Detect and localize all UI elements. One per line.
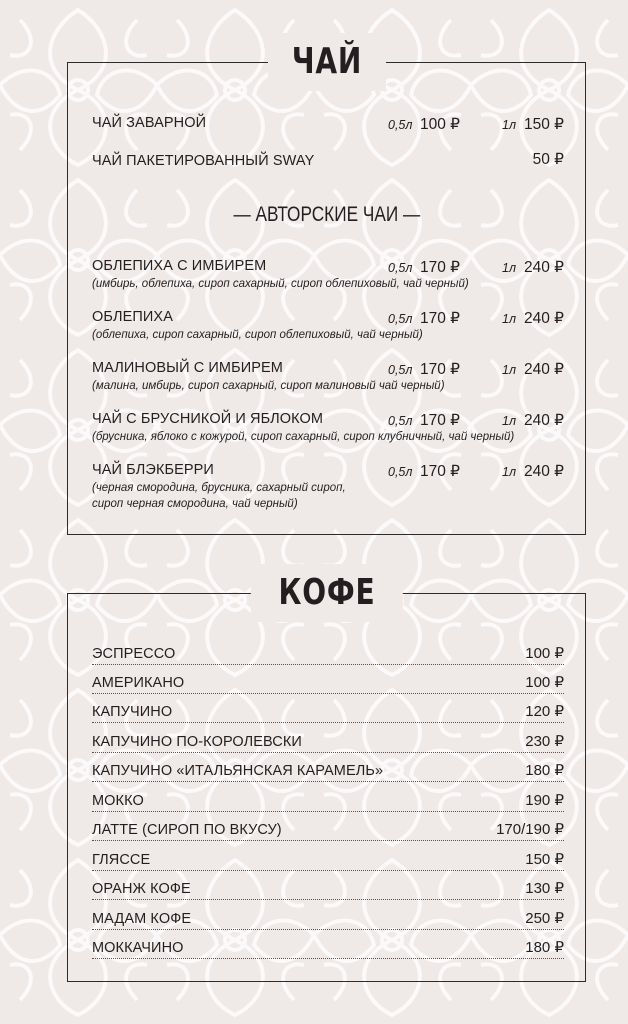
- item-price-small: 170 ₽: [420, 259, 461, 276]
- item-volume-small: 0,5л: [388, 261, 413, 275]
- item-price-small: 170 ₽: [420, 463, 461, 480]
- coffee-title: КОФЕ: [250, 564, 402, 622]
- item-name: ЧАЙ БЛЭКБЕРРИ: [92, 462, 214, 478]
- item-price: 180 ₽: [525, 762, 564, 779]
- item-name: ОБЛЕПИХА: [92, 309, 173, 325]
- item-name: ЧАЙ С БРУСНИКОЙ И ЯБЛОКОМ: [92, 411, 324, 427]
- item-volume-small: 0,5л: [388, 363, 413, 377]
- item-description: (брусника, яблоко с кожурой, сироп сахарный, сироп клубничный, чай черный): [92, 431, 515, 443]
- item-price-small: 170 ₽: [420, 361, 461, 378]
- item-name: ОБЛЕПИХА С ИМБИРЕМ: [92, 258, 267, 274]
- item-volume-small: 0,5л: [388, 465, 413, 479]
- item-price: 180 ₽: [525, 939, 564, 956]
- item-price: 100 ₽: [525, 645, 564, 662]
- item-name: ГЛЯССЕ: [92, 852, 151, 868]
- item-name: МАЛИНОВЫЙ С ИМБИРЕМ: [92, 360, 283, 376]
- item-name: КАПУЧИНО ПО-КОРОЛЕВСКИ: [92, 734, 302, 750]
- menu-item-lingonberry-apple: [92, 411, 564, 445]
- item-volume-small: 0,5л: [388, 312, 413, 326]
- item-name: ЭСПРЕССО: [92, 646, 176, 662]
- item-name: МОККАЧИНО: [92, 940, 184, 956]
- menu-item-sea-buckthorn: [92, 309, 564, 343]
- menu-item-sea-buckthorn-ginger: [92, 258, 564, 292]
- tea-section: [67, 41, 586, 535]
- item-name: МОККО: [92, 793, 144, 809]
- item-price-small: 170 ₽: [420, 310, 461, 327]
- item-price: 50 ₽: [532, 151, 564, 168]
- item-volume-large: 1л: [502, 261, 517, 275]
- item-price: 230 ₽: [525, 733, 564, 750]
- item-description: (черная смородина, брусника, сахарный сироп,: [92, 482, 346, 494]
- item-price: 190 ₽: [525, 792, 564, 809]
- item-name: КАПУЧИНО: [92, 704, 173, 720]
- item-price: 170/190 ₽: [496, 821, 564, 838]
- item-name: ЧАЙ ПАКЕТИРОВАННЫЙ SWAY: [92, 153, 315, 169]
- item-price-large: 240 ₽: [523, 259, 564, 276]
- menu-item-cappuccino-royal: [92, 730, 564, 753]
- item-price: 120 ₽: [525, 703, 564, 720]
- item-name: АМЕРИКАНО: [92, 675, 185, 691]
- item-volume-large: 1л: [502, 465, 517, 479]
- menu-item-espresso: [92, 642, 564, 665]
- item-volume-large: 1л: [502, 414, 517, 428]
- item-price-small: 170 ₽: [420, 412, 461, 429]
- tea-title: ЧАЙ: [267, 33, 385, 91]
- item-name: КАПУЧИНО «ИТАЛЬЯНСКАЯ КАРАМЕЛЬ»: [92, 763, 384, 779]
- item-price-large: 240 ₽: [523, 310, 564, 327]
- item-price: 150 ₽: [525, 851, 564, 868]
- item-price-small: 100 ₽: [420, 116, 461, 133]
- item-price: 100 ₽: [525, 674, 564, 691]
- item-price: 130 ₽: [525, 880, 564, 897]
- menu-item-madam-coffee: [92, 907, 564, 930]
- menu-item-cappuccino-caramel: [92, 759, 564, 782]
- item-volume-large: 1л: [502, 363, 517, 377]
- item-volume-small: 0,5л: [388, 118, 413, 132]
- menu-item-orange-coffee: [92, 877, 564, 900]
- item-description: (малина, имбирь, сироп сахарный, сироп малиновый чай черный): [92, 380, 445, 392]
- item-name: МАДАМ КОФЕ: [92, 911, 192, 927]
- item-description: (облепиха, сироп сахарный, сироп облепиховый, чай черный): [92, 329, 423, 341]
- item-volume-small: 0,5л: [388, 414, 413, 428]
- item-description-line-2: сироп черная смородина, чай черный): [92, 498, 298, 510]
- menu-item-latte: [92, 818, 564, 841]
- item-price-large: 150 ₽: [523, 116, 564, 133]
- menu-item-raspberry-ginger: [92, 360, 564, 394]
- item-name: ЛАТТЕ (СИРОП ПО ВКУСУ): [92, 822, 282, 838]
- coffee-section: [67, 572, 586, 982]
- item-price-large: 240 ₽: [523, 463, 564, 480]
- signature-teas-heading: — АВТОРСКИЕ ЧАИ —: [233, 203, 420, 226]
- item-volume-large: 1л: [502, 312, 517, 326]
- item-price: 250 ₽: [525, 910, 564, 927]
- menu-item-cappuccino: [92, 700, 564, 723]
- item-description: (имбирь, облепиха, сироп сахарный, сироп облепиховый, чай черный): [92, 278, 469, 290]
- menu-item-americano: [92, 671, 564, 694]
- item-name: ЧАЙ ЗАВАРНОЙ: [92, 115, 207, 131]
- item-volume-large: 1л: [502, 118, 517, 132]
- menu-item-blackberry-tea: [92, 462, 564, 512]
- item-price-large: 240 ₽: [523, 412, 564, 429]
- menu-item-mochaccino: [92, 936, 564, 959]
- item-name: ОРАНЖ КОФЕ: [92, 881, 191, 897]
- menu-item-tea-bagged: [92, 153, 564, 169]
- item-price-large: 240 ₽: [523, 361, 564, 378]
- menu-item-glace: [92, 848, 564, 871]
- menu-item-tea-brewed: [92, 115, 564, 131]
- menu-item-mocha: [92, 789, 564, 812]
